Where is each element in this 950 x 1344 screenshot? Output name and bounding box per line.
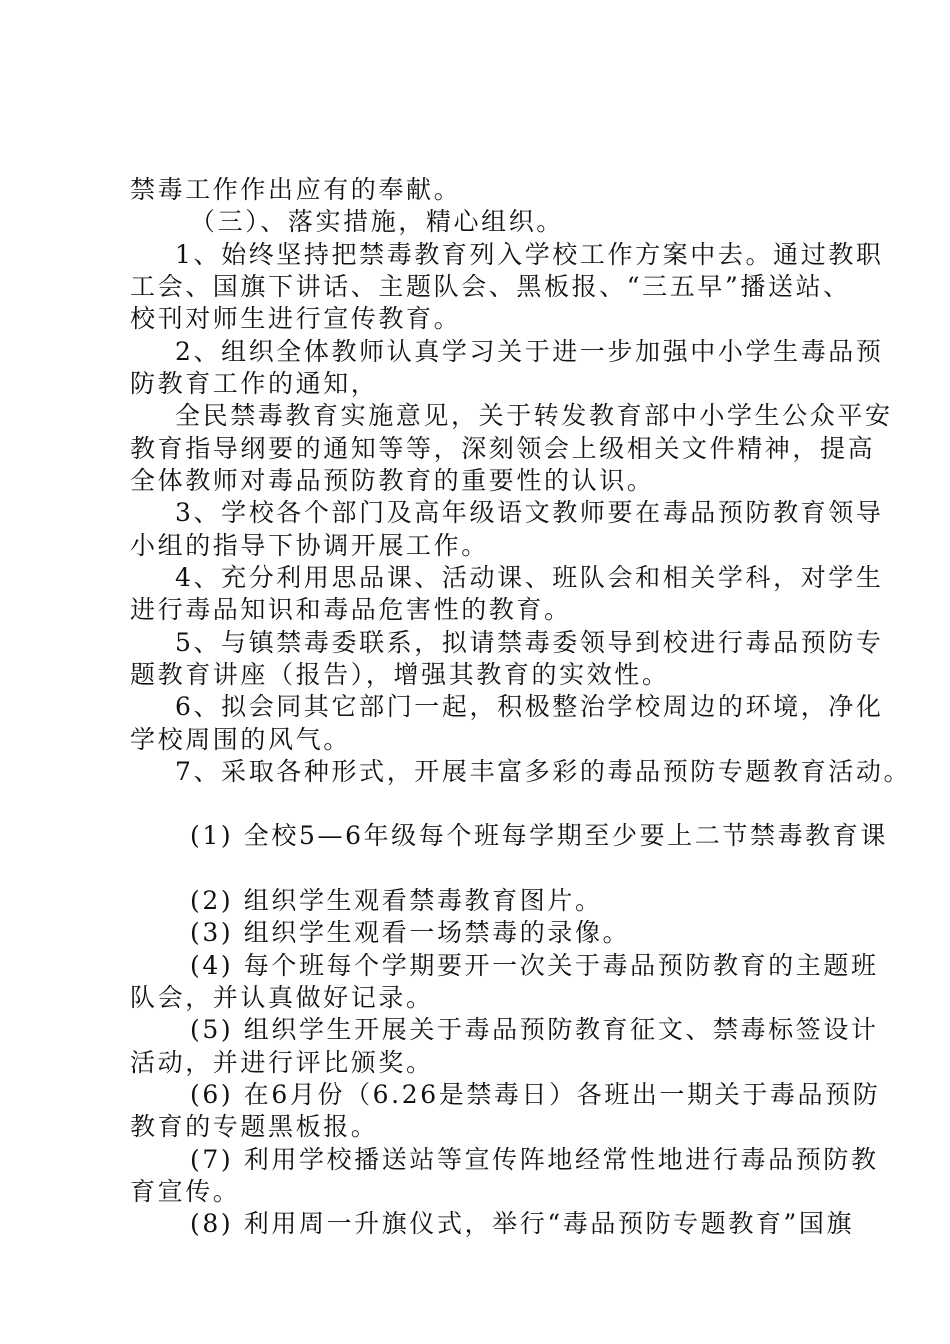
text-line: 5、与镇禁毒委联系，拟请禁毒委领导到校进行毒品预防专	[175, 628, 884, 657]
list-item: (2) 组织学生观看禁毒教育图片。	[190, 886, 603, 915]
text-line: 6、拟会同其它部门一起，积极整治学校周边的环境，净化	[175, 692, 884, 721]
text-line: 防教育工作的通知，	[130, 369, 379, 398]
text-line: 校刊对师生进行宣传教育。	[130, 304, 462, 333]
text-line: 活动，并进行评比颁奖。	[130, 1048, 434, 1077]
text-line: 教育指导纲要的通知等等，深刻领会上级相关文件精神，提高	[130, 434, 876, 463]
text-line: 4、充分利用思品课、活动课、班队会和相关学科，对学生	[175, 563, 884, 592]
list-item: (8) 利用周一升旗仪式，举行“毒品预防专题教育”国旗	[190, 1209, 855, 1238]
list-item: (4) 每个班每个学期要开一次关于毒品预防教育的主题班	[190, 951, 879, 980]
text-line: 全体教师对毒品预防教育的重要性的认识。	[130, 466, 655, 495]
text-line: 全民禁毒教育实施意见，关于转发教育部中小学生公众平安	[175, 401, 893, 430]
text-line: 3、学校各个部门及高年级语文教师要在毒品预防教育领导	[175, 498, 884, 527]
text-line: 2、组织全体教师认真学习关于进一步加强中小学生毒品预	[175, 337, 884, 366]
list-item: (7) 利用学校播送站等宣传阵地经常性地进行毒品预防教	[190, 1145, 879, 1174]
text-line: 题教育讲座（报告），增强其教育的实效性。	[130, 660, 670, 689]
text-line: 队会，并认真做好记录。	[130, 983, 434, 1012]
list-item: (6) 在6月份（6.26是禁毒日）各班出一期关于毒品预防	[190, 1080, 881, 1109]
list-item: (3) 组织学生观看一场禁毒的录像。	[190, 918, 631, 947]
list-item: (5) 组织学生开展关于毒品预防教育征文、禁毒标签设计	[190, 1015, 879, 1044]
text-line: 7、采取各种形式，开展丰富多彩的毒品预防专题教育活动。	[175, 757, 912, 786]
list-item: (1) 全校5—6年级每个班每学期至少要上二节禁毒教育课	[190, 821, 888, 850]
text-line: 学校周围的风气。	[130, 725, 351, 754]
text-line: 工会、国旗下讲话、主题队会、黑板报、“三五早”播送站、	[130, 272, 851, 301]
text-line: 育宣传。	[130, 1177, 241, 1206]
text-line: 教育的专题黑板报。	[130, 1112, 379, 1141]
text-line: 禁毒工作作出应有的奉献。	[130, 175, 462, 204]
text-line: 小组的指导下协调开展工作。	[130, 531, 489, 560]
text-line: 进行毒品知识和毒品危害性的教育。	[130, 595, 572, 624]
section-heading: （三）、落实措施，精心组织。	[190, 207, 564, 236]
text-line: 1、始终坚持把禁毒教育列入学校工作方案中去。通过教职	[175, 240, 884, 269]
